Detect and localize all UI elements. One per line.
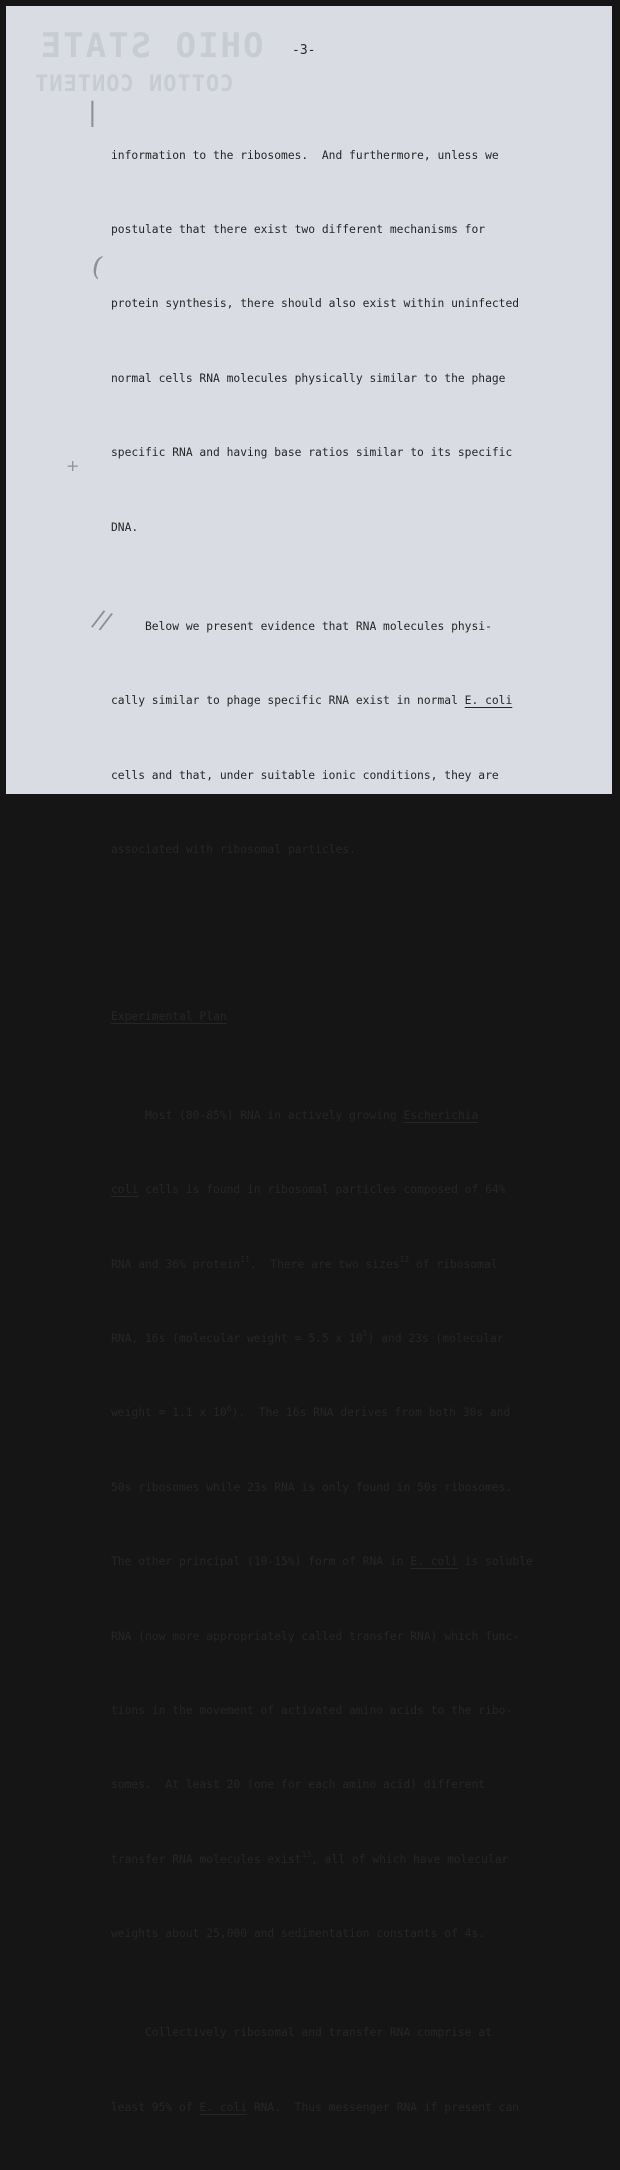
species-name: Escherichia	[403, 1108, 479, 1122]
text-run: Most (80-85%) RNA in actively growing	[111, 1108, 404, 1122]
text-line	[111, 1327, 581, 1352]
margin-pencil-mark: //	[89, 604, 115, 636]
page-number: -3-	[292, 43, 316, 58]
text-line: associated with ribosomal particles.	[111, 842, 356, 856]
text-line: normal cells RNA molecules physically similar to the phage	[111, 371, 506, 385]
text-run: is soluble	[457, 1555, 533, 1569]
text-run: transfer RNA molecules exist	[111, 1852, 302, 1866]
text-line	[111, 1401, 581, 1426]
text-line: weights about 25,000 and sedimentation constants of 4s.	[111, 1927, 486, 1941]
text-run: ). The 16s RNA derives from both 30s and	[231, 1406, 511, 1420]
text-run: RNA, 16s (molecular weight = 5.5 x 10	[111, 1332, 363, 1346]
text-run: The other principal (10-15%) form of RNA in	[111, 1555, 411, 1569]
text-line: Collectively ribosomal and transfer RNA comprise at	[111, 2026, 492, 2040]
margin-pencil-mark: +	[66, 456, 80, 475]
text-line: Below we present evidence that RNA molecules physi-	[111, 619, 492, 633]
text-line: information to the ribosomes. And furthermore, unless we	[111, 148, 499, 162]
species-name: coli	[111, 1183, 139, 1197]
bleed-through-watermark: OHIO STATE COTTON CONTENT	[34, 26, 264, 97]
body-text	[111, 94, 581, 2170]
text-line: protein synthesis, there should also exist within uninfected	[111, 297, 520, 311]
text-line	[111, 2096, 581, 2121]
text-line	[111, 1104, 581, 1129]
text-run: of ribosomal	[409, 1257, 498, 1271]
text-run: least 95% of	[111, 2100, 200, 2114]
text-line: somes. At least 20 (one for each amino acid) different	[111, 1778, 486, 1792]
text-run: RNA and 36% protein	[111, 1257, 241, 1271]
section-heading: Experimental Plan	[111, 1009, 227, 1023]
text-run: . There are two sizes	[249, 1257, 400, 1271]
citation-superscript: 11	[240, 1254, 250, 1264]
text-line: postulate that there exist two different mechanisms for	[111, 222, 486, 236]
citation-superscript: 12	[399, 1254, 410, 1264]
text-line: tions in the movement of activated amino acids to the ribo-	[111, 1704, 513, 1717]
text-line: cells and that, under suitable ionic conditions, they are	[111, 768, 499, 782]
text-line: specific RNA and having base ratios similar to its specific	[111, 446, 513, 460]
text-line	[111, 1848, 581, 1873]
text-line: DNA.	[111, 520, 139, 534]
text-line	[111, 1178, 581, 1203]
text-line	[111, 1253, 581, 1278]
text-run: cally similar to phage specific RNA exist in normal	[111, 694, 465, 708]
text-run: ) and 23s (molecular	[367, 1332, 504, 1346]
text-line: RNA (now more appropriately called transfer RNA) which func-	[111, 1629, 520, 1643]
exponent: 6	[226, 1403, 232, 1413]
document-page	[6, 6, 612, 2114]
margin-pencil-mark: (	[88, 251, 106, 283]
text-line	[111, 689, 581, 714]
paragraph-gap	[111, 937, 581, 955]
margin-pencil-mark: |	[88, 98, 97, 128]
text-run: weight = 1.1 x 10	[111, 1406, 227, 1420]
species-name: E. coli	[464, 694, 513, 708]
exponent: 5	[362, 1329, 368, 1339]
text-run: RNA. Thus messenger RNA if present can	[247, 2100, 520, 2114]
species-name: E. coli	[199, 2100, 248, 2114]
text-run: cells is found in ribosomal particles composed of 64%	[138, 1183, 506, 1197]
text-line: 50s ribosomes while 23s RNA is only found in 50s ribosomes.	[111, 1480, 513, 1494]
species-name: E. coli	[410, 1555, 458, 1569]
text-run: , all of which have molecular	[311, 1852, 509, 1866]
text-line	[111, 1550, 581, 1575]
citation-superscript: 13	[301, 1850, 312, 1860]
